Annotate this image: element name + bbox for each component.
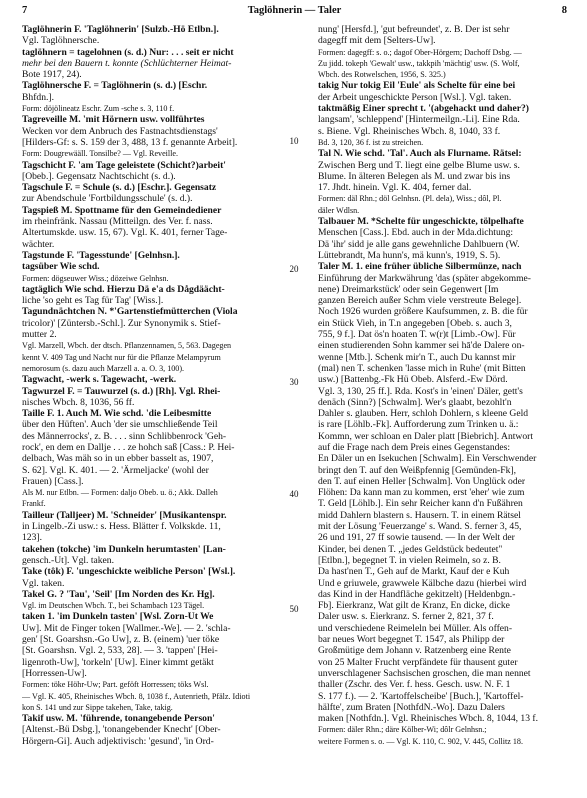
margin-line-number: 20	[289, 264, 299, 274]
entry-text-line: auf die Frage nach dem Preis eines Gegenstandes:	[318, 441, 511, 453]
entry-text-line: der Arbeit ungeschickte Person [Wsl.]. Vgl. taken.	[318, 91, 512, 103]
entry-text-line: Blume. In älteren Belegen als M. und zwar bis ins	[318, 170, 511, 182]
entry-text-line: Flöhen: Da kann man zu kommen, erst 'eher' wie zum	[318, 487, 525, 499]
entry-note-line: Form: döjölineatz Eschr. Zum -sche s. 3, 110 f.	[22, 104, 175, 114]
margin-line-number: 50	[289, 604, 299, 614]
entry-headword-line: Tagwacht, -werk s. Tagewacht, -werk.	[22, 374, 177, 386]
entry-note-line: Vgl. im Deutschen Wbch. T., bei Schambach 123 Tägel.	[22, 601, 205, 611]
entry-text-line: einen studierenden Sohn kammer sei hā'de Dalere on-	[318, 340, 525, 352]
entry-text-line: Bhfdn.].	[22, 91, 54, 103]
running-head-title: Taglöhnerin — Taler	[247, 5, 342, 16]
entry-text-line: Und e griuwele, grawwele Kälbche dazu (hierbei wird	[318, 577, 527, 589]
entry-note-line: Formen: töke Höhr-Uw; Part. geföft Horressen; töks Wsl.	[22, 680, 209, 690]
entry-headword-line: Takif usw. M. 'führende, tonangebende Person'	[22, 713, 215, 725]
entry-text-line: is rare [Löhlb.-Fk]. Aufforderung zum Trinken u. ä.:	[318, 419, 519, 431]
entry-headword-line: Tagstunde F. 'Tagesstunde' [Gelnhsn.].	[22, 249, 180, 261]
entry-headword-line: taglöhnern = tagelohnen (s. d.) Nur: . . . seit er nicht	[22, 46, 234, 58]
entry-text-line: des Männerrocks', z. B. . . . sinn Schlibbenrock 'Geh-	[22, 430, 227, 442]
entry-text-line: Menschen [Cass.]. Ebd. auch in der Mda.dichtung:	[318, 227, 514, 239]
entry-headword-line: Tagspieß M. Spottname für den Gemeindediener	[22, 204, 222, 216]
entry-text-line: Dahler s. glauben. Herr, schloh Dohlern, s kleene Geld	[318, 408, 529, 420]
entry-text-line: bar neues Wort begegnet T. 1547, als Philipp der	[318, 634, 505, 646]
entry-headword-line: Taler M. 1. eine früher übliche Silbermünze, nach	[318, 261, 522, 273]
entry-note-line: Form: Dougrewääll. Tonsilbe? — Vgl. Reveille.	[22, 149, 179, 159]
entry-text-line: Noch 1926 wurden größere Kaufsummen, z. B. die für	[318, 306, 528, 318]
entry-text-line: gensch.-Ut]. Vgl. taken.	[22, 554, 115, 566]
entry-headword-line: takig Nur tokig Eil 'Eule' als Schelte für eine bei	[318, 80, 516, 92]
entry-text-line: Einführung der Markwährung 'das (später abgekomme-	[318, 272, 531, 284]
entry-text-line: ligenroth-Uw], 'torkeln' [Uw]. Einer kimmt getäkt	[22, 656, 214, 668]
entry-text-line: Da hast'nen T., Geh auf de Markt, Kauf der e Kuh	[318, 566, 510, 578]
entry-text-line: Kommn, wer schloan en Daler platt [Biebrich]. Antwort	[318, 430, 534, 442]
entry-text-line: Uw]. Mit de Finger token [Wallmer.-We]. — 2. 'schla-	[22, 622, 231, 634]
entry-text-line: gen' [St. Goarshsn.-Go Uw], z. B. (einem) 'uer töke	[22, 634, 220, 646]
entry-text-line: 17. Jhdt. hinein. Vgl. K. 404, ferner dal.	[318, 182, 472, 194]
entry-note-line: kon S. 141 und zur Sippe takehen, Take, takig.	[22, 702, 173, 712]
entry-headword-line: Tagschule F. = Schule (s. d.) [Eschr.]. Gegensatz	[22, 182, 217, 194]
entry-headword-line: tagsüber Wie schd.	[22, 261, 100, 273]
entry-text-line: nisches Wbch. 8, 1036, 56 ff.	[22, 396, 135, 408]
entry-text-line: S. 62]. Vgl. K. 401. — 2. 'Ärmeljacke' (wohl der	[22, 464, 209, 476]
entry-headword-line: Talbauer M. *Schelte für ungeschickte, tölpelhafte	[318, 216, 524, 228]
entry-text-line: T. Geld [Löhlb.]. Ein sehr Reicher kann d'n Fußähren	[318, 498, 523, 510]
entry-text-line: [Horressen-Uw].	[22, 667, 87, 679]
entry-text-line: wenne [Mtb.]. Schenk mir'n T., auch Du kannst mir	[318, 351, 516, 363]
entry-headword-line: Tagschicht F. 'am Tage geleistete (Schicht?)arbeit'	[22, 159, 226, 171]
margin-line-number: 40	[289, 489, 299, 499]
entry-text-line: tricolor)' [Züntersb.-Schl.]. Zur Synonymik s. Stief-	[22, 317, 221, 329]
entry-note-line: Als M. nur Etlbn. — Formen: daljo Obeb. u. ö.; Akk. Dalleh	[22, 488, 218, 498]
entry-note-line: Formen: däler Rhn.; däre Kölber-Wi; dôlr Gelnhsn.;	[318, 725, 487, 735]
entry-text-line: [St. Goarshsn. Vgl. 2, 533, 28]. — 3. 'tappen' [Hei-	[22, 645, 218, 657]
entry-note-line: Formen: dagegff: s. o.; dagof Ober-Hörgern; Dachoff Dsbg. —	[318, 47, 522, 57]
entry-text-line: denäch (Sinn?) [Schwalm]. Wer's glaabt, bezohlt'n	[318, 396, 512, 408]
entry-text-line: s. Biene. Vgl. Rheinisches Wbch. 8, 1040, 33 f.	[318, 125, 501, 137]
entry-text-line: mit der Lösung 'Feuerzange' s. Wand. S. ferner 3, 45,	[318, 521, 522, 533]
entry-text-line: Hörgern-Gi]. Auch adjektivisch: 'gesund', 'in Ord-	[22, 735, 214, 747]
entry-text-line: liche 'so geht es Tag für Tag' [Wiss.].	[22, 295, 164, 307]
entry-text-line: mutter 2.	[22, 329, 57, 341]
entry-text-line: Vgl. 3, 130, 25 ff.]. Rda. Kost's in 'einen' Däler, gett's	[318, 385, 523, 397]
entry-text-line: bringt den T. auf den Weißpfennig [Gemünden-Fk],	[318, 464, 516, 476]
entry-text-line: in Lingelb.-Zi usw.: s. Hess. Blätter f. Volkskde. 11,	[22, 521, 221, 533]
entry-text-line: Bote 1917, 24).	[22, 69, 82, 81]
entry-text-line: Lüttebrandt, Ma hunn's, mä kunn's, 1919, S. 5).	[318, 249, 501, 261]
entry-text-line: Großmütige dem Johann v. Ratzenberg eine Rente	[318, 645, 511, 657]
entry-text-line: usw.) [Battenbg.-Fk Hü Obeb. Alsferd.-Ew Dörd.	[318, 374, 508, 386]
entry-text-line: 123].	[22, 532, 42, 544]
entry-headword-line: Take (tôk) F. 'ungeschickte weibliche Person' [Wsl.].	[22, 566, 236, 578]
entry-text-line: wächter.	[22, 238, 55, 250]
entry-note-line: Frankf.	[22, 499, 46, 509]
entry-text-line: (mal) nen T. schenken 'lasse mich in Ruhe' (mit Bitten	[318, 362, 526, 374]
entry-text-line: Vgl. taken.	[22, 577, 65, 589]
entry-text-line: von 25 Malter Frucht verpfändete für thausent guter	[318, 656, 518, 668]
entry-headword-line: taken 1. 'im Dunkeln tasten' [Wsl. Zorn-Ut We	[22, 611, 214, 623]
entry-note-line: kennt V. 409 Tag und Nacht nur für die Pflanze Melampyrum	[22, 352, 221, 362]
entry-text-line: [Obeb.]. Gegensatz Nachtschicht (s. d.).	[22, 170, 176, 182]
entry-headword-line: Tagwurzel F. = Tauwurzel (s. d.) [Rh]. Vgl. Rhei-	[22, 385, 221, 397]
entry-text-line: thaller (Zschr. des Ver. f. hess. Gesch. usw. N. F. 1	[318, 679, 511, 691]
entry-note-line: Zu jidd. tokeph 'Gewalt' usw., takkpih 'mächtig' usw. (S. Wolf,	[318, 58, 520, 68]
entry-headword-line: Taille F. 1. Auch M. Wie schd. 'die Leibesmitte	[22, 408, 212, 420]
entry-headword-line: Tal N. Wie schd. 'Tal'. Auch als Flurname. Rätsel:	[318, 148, 522, 160]
entry-text-line: Zwischen Berg und T. liegt eine gelbe Blume usw. s.	[318, 159, 520, 171]
entry-text-line: delbach, Was mäh so in un ebber basselt as, 1907,	[22, 453, 214, 465]
entry-text-line: den T. auf einen Heller [Schwalm]. Von Unglück oder	[318, 475, 526, 487]
entry-text-line: Frauen) [Cass.].	[22, 475, 84, 487]
entry-text-line: ein Stück Vieh, in T.n angegeben [Obeb. s. auch 3,	[318, 317, 512, 329]
entry-text-line: 26 und 191, 27 ff sowie tausend. — In der Welt der	[318, 532, 515, 544]
entry-text-line: Dä 'ihr' sidd je alle gans gewehnliche Dahlbuern (W.	[318, 238, 520, 250]
entry-headword-line: Taglöhnerin F. 'Taglöhnerin' [Sulzb.-Hö Etlbn.].	[22, 24, 219, 35]
margin-line-number: 10	[289, 136, 299, 146]
entry-note-line: Bd. 3, 120, 36 f. ist zu streichen.	[318, 137, 424, 147]
entry-text-line: Wecken vor dem Anbruch des Fastnachtsdienstags'	[22, 125, 218, 137]
entry-note-line: Vgl. Marzell, Wbch. der dtsch. Pflanzennamen, 5, 563. Dagegen	[22, 341, 232, 351]
entry-headword-line: Takel G. ? 'Tau', 'Seil' [Im Norden des Kr. Hg].	[22, 588, 215, 600]
entry-text-line: und verschiedene Reimeleln bei Müller. Als offen-	[318, 622, 513, 634]
entry-headword-line: Taglöhnersche F. = Taglöhnerin (s. d.) [Eschr.	[22, 80, 208, 92]
left-column	[22, 24, 274, 747]
entry-text-line: langsam', 'schleppend' [Hintermeilgn.-Li]. Eine Rda.	[318, 114, 520, 126]
entry-text-line: Altertumskde. usw. 15, 67). Vgl. K. 401, ferner Tage-	[22, 227, 228, 239]
entry-text-line: [Etlbn.], begegnet T. in vielen Reimeln, so z. B.	[318, 554, 501, 566]
entry-text-line: hälfte', zum Braten [NothfdN.-Wo]. Dazu Dalers	[318, 701, 505, 713]
entry-headword-line: takehen (tokche) 'im Dunkeln herumtasten' [Lan-	[22, 543, 226, 555]
running-header	[22, 5, 567, 19]
page-number-right: 8	[561, 5, 567, 16]
entry-text-line: [Hilders-Gf: s. S. 159 der 3, 488, 13 f. genannte Arbeit].	[22, 136, 238, 148]
margin-line-number: 30	[289, 377, 299, 387]
entry-text-line: [Altenst.-Bü Dsbg.], 'tonangebender Knecht' [Ober-	[22, 724, 221, 736]
entry-text-line: midd Dahlern blastern s. Hausern. T. in einem Rätsel	[318, 509, 521, 521]
entry-text-line: Vgl. Taglöhnersche.	[22, 35, 100, 47]
entry-text-line: im rheinfränk. Nassau (Mitteilgn. des Ver. f. nass.	[22, 216, 213, 228]
entry-text-line: S. 177 f.). — 2. 'Kartoffelscheibe' [Buch.], 'Kartoffel-	[318, 690, 524, 702]
entry-text-line: nung' [Hersfd.], 'gut befreundet', z. B. Der ist sehr	[318, 24, 510, 35]
entry-text-line: über den Hüften'. Auch 'der sie umschließende Teil	[22, 419, 218, 431]
entry-note-line: — Vgl. K. 405, Rheinisches Wbch. 8, 1038 f., Autenrieth, Pfälz. Idioti	[22, 691, 251, 701]
entry-text-line: Fb]. Eierkranz, Wat gilt de Kranz, En dicke, dicke	[318, 600, 510, 612]
entry-text-line: 755, 9 f.]. Dat ös'n hoaten T. w(r)t [Limb.-Ow]. Für	[318, 329, 516, 341]
entry-text-line: unverschlagener Sachsischen groschen, die man nennet	[318, 667, 531, 679]
entry-headword-line: Tagreveille M. 'mit Hörnern usw. vollführtes	[22, 114, 205, 126]
entry-note-line: Formen: däl Rhn.; döl Gelnhsn. (Pl. dela), Wiss.; dôl, Pl.	[318, 194, 502, 204]
entry-text-line: nene) Dreimarkstück' oder sein Gegenwert [Im	[318, 283, 499, 295]
entry-note-line: weitere Formen s. o. — Vgl. K. 110, C. 902, V. 445, Collitz 18.	[318, 736, 523, 746]
entry-headword-line: Tailleur (Talljeer) M. 'Schneider' [Musikantenspr.	[22, 509, 227, 521]
entry-text-line: das Kind in der Handfläche gekitzelt) [Heldenbgn.-	[318, 588, 516, 600]
entry-text-line: mehr bei den Bauern t. konnte (Schlüchterner Heimat-	[22, 57, 232, 69]
entry-text-line: zur Abendschule 'Fortbildungsschule' (s. d.).	[22, 193, 193, 205]
entry-note-line: nemorosum (s. dazu auch Marzell a. a. O. 3, 100).	[22, 363, 185, 373]
entry-text-line: ganzen Bereich außer Schm viele verstreute Belege].	[318, 295, 522, 307]
entry-text-line: Daler usw. s. Eierkranz. S. ferner 2, 821, 37 f.	[318, 611, 494, 623]
entry-text-line: rock', en dem en Dallje . . . ze hohch saß [Cass.: P. Hei-	[22, 441, 235, 453]
entry-headword-line: tagtäglich Wie schd. Hierzu Dä e'a ds Dågdäächt-	[22, 283, 225, 295]
entry-note-line: Wbch. des Rotwelschen, 1956, S. 325.)	[318, 70, 446, 80]
right-column	[318, 24, 570, 747]
page-number-left: 7	[22, 5, 28, 16]
entry-text-line: dagegff mit dem [Selters-Uw].	[318, 35, 436, 47]
entry-text-line: Kinder, bei denen T. „jedes Geldstück bedeutet"	[318, 543, 503, 555]
entry-note-line: däler Wdlsn.	[318, 205, 360, 215]
entry-text-line: maken [Nothfdn.]. Vgl. Rheinisches Wbch. 8, 1044, 13 f.	[318, 713, 539, 725]
entry-headword-line: Tagundnächtchen N. *'Gartenstiefmütterchen (Viola	[22, 306, 238, 318]
entry-headword-line: taktmäßig Einer sprecht t. '(abgehackt und daher?)	[318, 103, 529, 115]
entry-text-line: En Däler un en Isekuchen [Schwalm]. Ein Verschwender	[318, 453, 537, 465]
entry-note-line: Formen: dögseuwer Wiss.; dözeiwe Gelnhsn.	[22, 273, 169, 283]
